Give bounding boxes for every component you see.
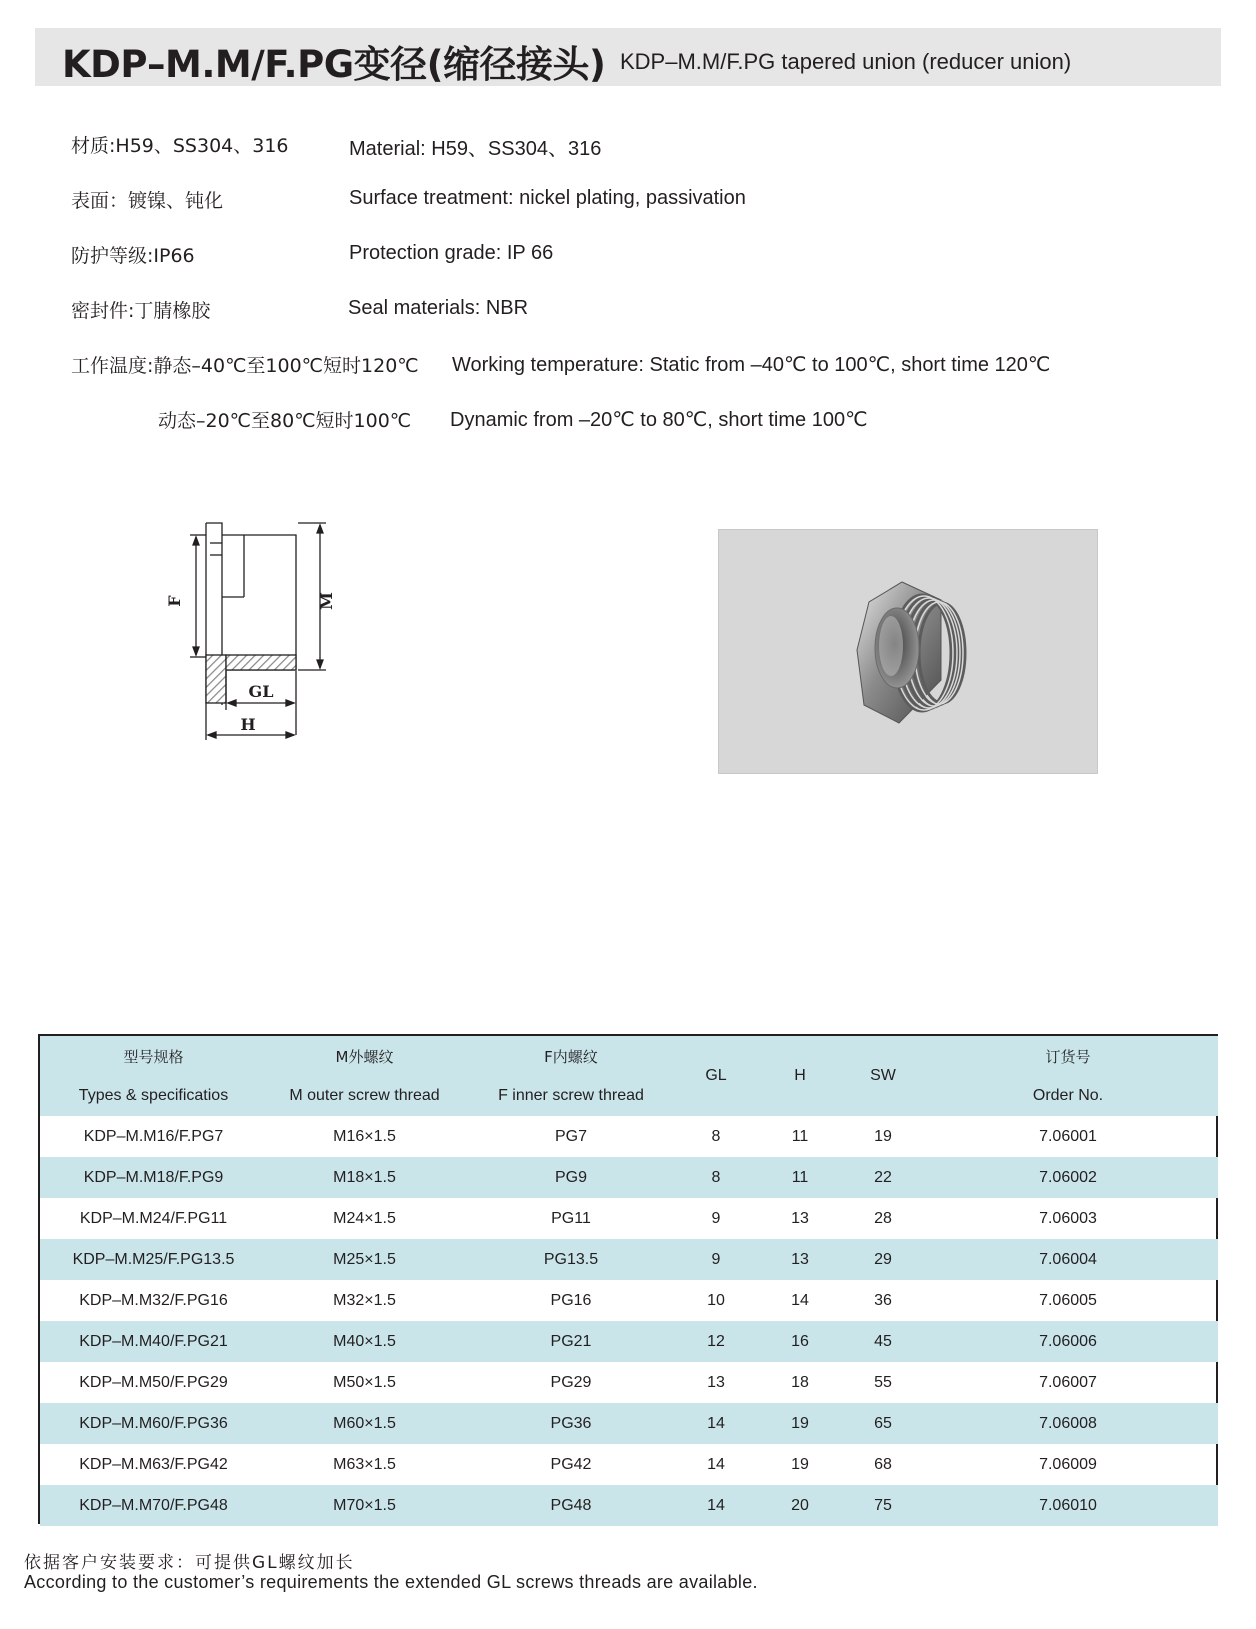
cell-type: KDP–M.M63/F.PG42 bbox=[79, 1455, 228, 1473]
table-row bbox=[40, 1280, 1218, 1321]
cell-type: KDP–M.M25/F.PG13.5 bbox=[40, 1239, 267, 1280]
col-gl: GL bbox=[680, 1036, 752, 1116]
cell-order: 7.06005 bbox=[1039, 1291, 1097, 1309]
cell-type: KDP–M.M50/F.PG29 bbox=[79, 1373, 228, 1391]
table-row bbox=[40, 1444, 1218, 1485]
cell-type: KDP–M.M70/F.PG48 bbox=[40, 1485, 267, 1526]
cell-sw: 68 bbox=[874, 1455, 892, 1473]
cell-f: PG13.5 bbox=[462, 1239, 680, 1280]
cell-m: M24×1.5 bbox=[333, 1209, 396, 1227]
cell-sw: 45 bbox=[848, 1321, 918, 1362]
cell-sw: 29 bbox=[848, 1239, 918, 1280]
spec-seal-cn: 密封件:丁腈橡胶 bbox=[71, 300, 211, 322]
table-row bbox=[40, 1485, 1218, 1526]
cell-f: PG42 bbox=[550, 1455, 592, 1473]
cell-m: M25×1.5 bbox=[267, 1239, 462, 1280]
spec-dynamic-en: Dynamic from –20℃ to 80℃, short time 100℃ bbox=[450, 409, 868, 431]
table-row bbox=[40, 1239, 1218, 1280]
cell-gl: 9 bbox=[680, 1239, 752, 1280]
cell-sw: 19 bbox=[874, 1127, 892, 1145]
cell-order: 7.06006 bbox=[918, 1321, 1218, 1362]
cell-gl: 13 bbox=[707, 1373, 725, 1391]
spec-material-cn: 材质:H59、SS304、316 bbox=[71, 135, 289, 157]
title-bar bbox=[35, 28, 1221, 86]
footer-note-en: According to the customer’s requirements the extended GL screws threads are available. bbox=[24, 1572, 758, 1592]
cell-type: KDP–M.M16/F.PG7 bbox=[83, 1127, 224, 1145]
cell-order: 7.06002 bbox=[918, 1157, 1218, 1198]
cell-order: 7.06009 bbox=[1039, 1455, 1097, 1473]
cell-type: KDP–M.M40/F.PG21 bbox=[40, 1321, 267, 1362]
table-row bbox=[40, 1403, 1218, 1444]
col-order-en: Order No. bbox=[918, 1076, 1218, 1116]
col-sw: SW bbox=[848, 1036, 918, 1116]
col-f-en: F inner screw thread bbox=[462, 1076, 680, 1116]
cell-f: PG29 bbox=[550, 1373, 592, 1391]
cell-h: 13 bbox=[752, 1239, 848, 1280]
col-h: H bbox=[752, 1036, 848, 1116]
cell-order: 7.06010 bbox=[918, 1485, 1218, 1526]
table-row bbox=[40, 1362, 1218, 1403]
page-subtitle: KDP–M.M/F.PG tapered union (reducer union) bbox=[620, 49, 1072, 74]
cell-h: 20 bbox=[752, 1485, 848, 1526]
cell-order: 7.06003 bbox=[1039, 1209, 1097, 1227]
cell-m: M40×1.5 bbox=[267, 1321, 462, 1362]
cell-gl: 14 bbox=[707, 1455, 725, 1473]
cell-sw: 65 bbox=[848, 1403, 918, 1444]
spec-surface-cn: 表面：镀镍、钝化 bbox=[71, 190, 224, 212]
table-header-row-en bbox=[40, 1076, 1218, 1116]
spec-material-en: Material: H59、SS304、316 bbox=[349, 138, 602, 160]
spec-protection-cn: 防护等级:IP66 bbox=[71, 245, 195, 267]
cell-h: 16 bbox=[752, 1321, 848, 1362]
dimension-f-label: F bbox=[165, 595, 184, 607]
cell-f: PG16 bbox=[550, 1291, 592, 1309]
cell-h: 13 bbox=[791, 1209, 809, 1227]
cell-sw: 75 bbox=[848, 1485, 918, 1526]
technical-drawing bbox=[140, 515, 360, 775]
table-row bbox=[40, 1116, 1218, 1157]
cell-h: 11 bbox=[791, 1127, 809, 1145]
col-types-cn: 型号规格 bbox=[40, 1036, 267, 1076]
spec-protection-en: Protection grade: IP 66 bbox=[349, 242, 554, 264]
cell-m: M18×1.5 bbox=[267, 1157, 462, 1198]
cell-h: 14 bbox=[791, 1291, 809, 1309]
cell-f: PG11 bbox=[551, 1209, 591, 1227]
cell-h: 19 bbox=[752, 1403, 848, 1444]
cell-m: M50×1.5 bbox=[333, 1373, 396, 1391]
table-row bbox=[40, 1321, 1218, 1362]
cell-m: M63×1.5 bbox=[333, 1455, 396, 1473]
cell-sw: 28 bbox=[874, 1209, 892, 1227]
col-order-cn: 订货号 bbox=[918, 1036, 1218, 1076]
cell-sw: 55 bbox=[874, 1373, 892, 1391]
cell-gl: 9 bbox=[711, 1209, 721, 1227]
cell-order: 7.06007 bbox=[1039, 1373, 1097, 1391]
dimension-m-label: M bbox=[317, 592, 336, 610]
cell-order: 7.06001 bbox=[1039, 1127, 1097, 1145]
dimension-gl-label: GL bbox=[248, 682, 274, 701]
table-row bbox=[40, 1157, 1218, 1198]
cell-order: 7.06004 bbox=[918, 1239, 1218, 1280]
cell-type: KDP–M.M18/F.PG9 bbox=[40, 1157, 267, 1198]
table-row bbox=[40, 1198, 1218, 1239]
col-f-cn: F内螺纹 bbox=[462, 1036, 680, 1076]
cell-gl: 14 bbox=[680, 1485, 752, 1526]
cell-f: PG48 bbox=[462, 1485, 680, 1526]
cell-m: M16×1.5 bbox=[333, 1127, 396, 1145]
cell-sw: 36 bbox=[874, 1291, 892, 1309]
spec-seal-en: Seal materials: NBR bbox=[348, 297, 529, 319]
cell-gl: 8 bbox=[680, 1157, 752, 1198]
spec-temp-cn: 工作温度:静态–40℃至100℃短时120℃ bbox=[71, 355, 419, 377]
cell-f: PG7 bbox=[554, 1127, 587, 1145]
cell-order: 7.06008 bbox=[918, 1403, 1218, 1444]
cell-m: M70×1.5 bbox=[267, 1485, 462, 1526]
cell-f: PG9 bbox=[462, 1157, 680, 1198]
cell-m: M32×1.5 bbox=[333, 1291, 396, 1309]
cell-h: 18 bbox=[791, 1373, 809, 1391]
cell-f: PG36 bbox=[462, 1403, 680, 1444]
table-header-row-cn bbox=[40, 1036, 1218, 1076]
cell-h: 19 bbox=[791, 1455, 809, 1473]
dimension-h-label: H bbox=[240, 715, 256, 734]
cell-m: M60×1.5 bbox=[267, 1403, 462, 1444]
cell-gl: 12 bbox=[680, 1321, 752, 1362]
spec-dynamic-cn: 动态–20℃至80℃短时100℃ bbox=[158, 410, 412, 432]
cell-gl: 10 bbox=[707, 1291, 725, 1309]
page-title: KDP–M.M/F.PG变径(缩径接头) bbox=[62, 43, 606, 86]
cell-gl: 8 bbox=[711, 1127, 721, 1145]
cell-gl: 14 bbox=[680, 1403, 752, 1444]
spec-table bbox=[38, 1034, 1218, 1524]
cell-type: KDP–M.M60/F.PG36 bbox=[40, 1403, 267, 1444]
cell-sw: 22 bbox=[848, 1157, 918, 1198]
product-photo bbox=[718, 529, 1098, 774]
spec-temp-en: Working temperature: Static from –40℃ to 100℃, short time 120℃ bbox=[452, 354, 1051, 376]
col-types-en: Types & specificatios bbox=[40, 1076, 267, 1116]
cell-f: PG21 bbox=[462, 1321, 680, 1362]
cell-type: KDP–M.M24/F.PG11 bbox=[79, 1209, 228, 1227]
reducer-union-image bbox=[719, 530, 1097, 773]
cell-type: KDP–M.M32/F.PG16 bbox=[79, 1291, 228, 1309]
col-m-en: M outer screw thread bbox=[267, 1076, 462, 1116]
footer-note-cn: 依据客户安装要求：可提供GL螺纹加长 bbox=[24, 1553, 355, 1573]
spec-surface-en: Surface treatment: nickel plating, passivation bbox=[349, 187, 746, 209]
spec-table-grid bbox=[40, 1036, 1218, 1526]
col-m-cn: M外螺纹 bbox=[267, 1036, 462, 1076]
cell-h: 11 bbox=[752, 1157, 848, 1198]
